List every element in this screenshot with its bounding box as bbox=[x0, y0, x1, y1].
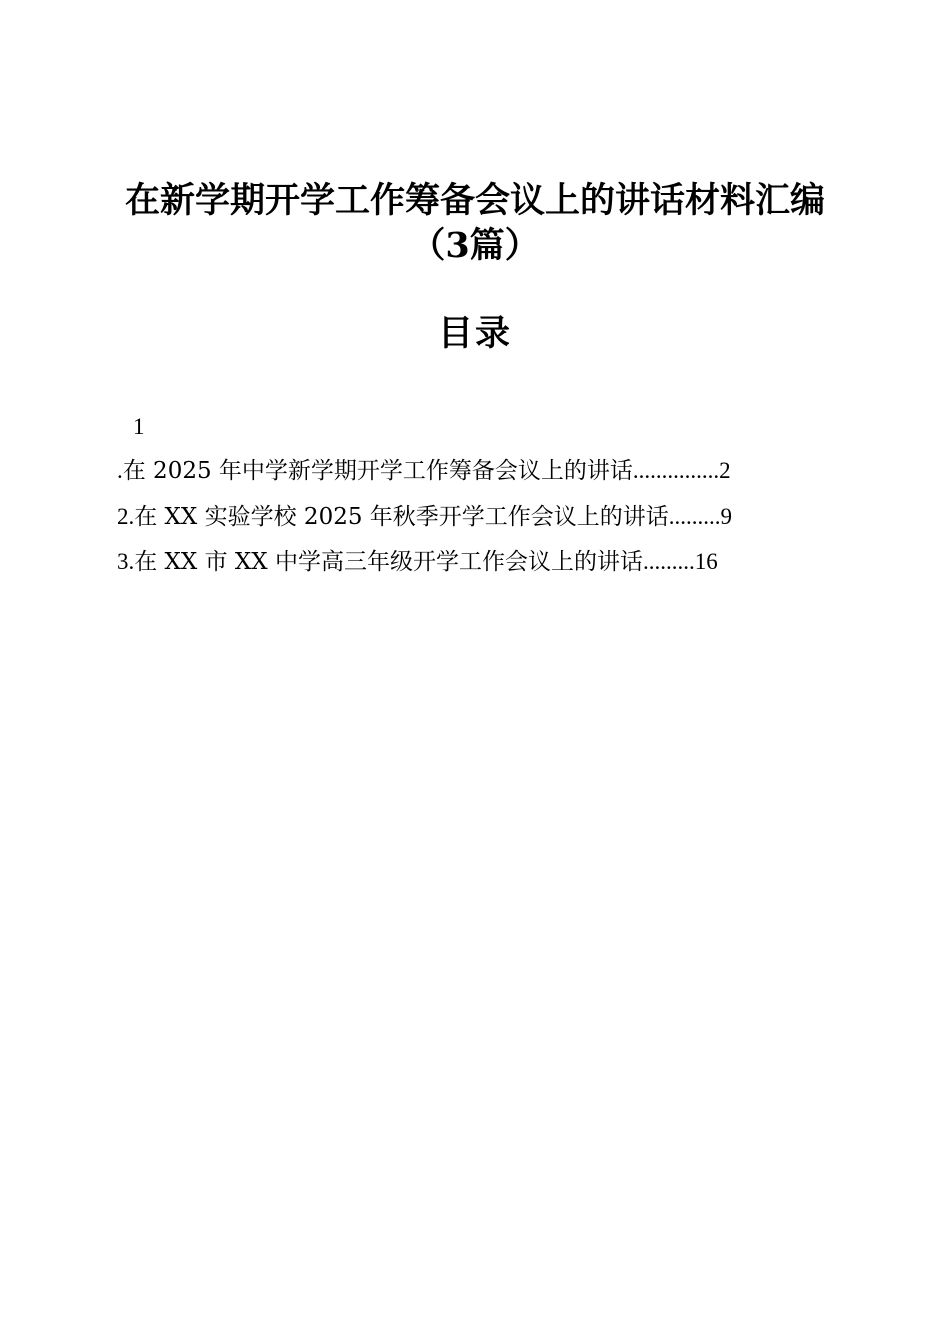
toc-entry-prefix: . bbox=[117, 458, 123, 483]
toc-entry-prefix: 2. bbox=[117, 504, 135, 529]
toc-entry[interactable] bbox=[117, 502, 732, 532]
toc-entry-prefix: 3. bbox=[117, 549, 135, 574]
toc-entry-leader-dots: ......... bbox=[668, 504, 721, 529]
document-title-line-2: （3篇） bbox=[410, 225, 540, 266]
toc-entry-page-number: 2 bbox=[719, 458, 731, 483]
toc-entry-leader-dots: ......... bbox=[643, 549, 695, 574]
toc-entry[interactable] bbox=[117, 456, 731, 486]
toc-entry-text: 在 XX 市 XX 中学高三年级开学工作会议上的讲话 bbox=[134, 549, 643, 575]
toc-entry-text: 在 XX 实验学校 2025 年秋季开学工作会议上的讲话 bbox=[134, 504, 669, 530]
toc-entry-page-number: 9 bbox=[720, 504, 733, 529]
document-title-line-1: 在新学期开学工作筹备会议上的讲话材料汇编 bbox=[124, 180, 825, 221]
toc-entry-page-number: 16 bbox=[694, 549, 718, 574]
toc-orphan-number: 1 bbox=[133, 414, 145, 439]
toc-heading: 目录 bbox=[437, 313, 512, 354]
toc-entry-leader-dots: ............... bbox=[632, 458, 720, 483]
toc-entry-text: 在 2025 年中学新学期开学工作筹备会议上的讲话 bbox=[122, 458, 633, 484]
toc-entry[interactable] bbox=[117, 547, 718, 577]
